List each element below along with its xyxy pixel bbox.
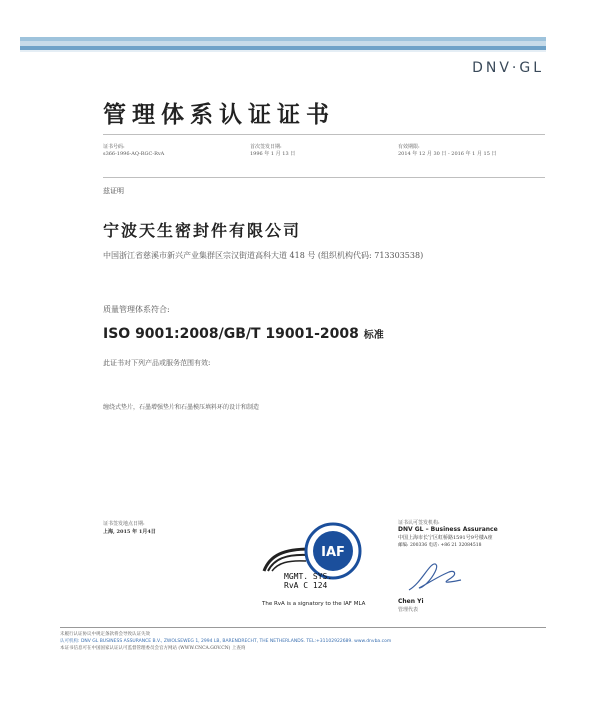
- scope-text: 缠绕式垫片，石墨增强垫片和石墨模压填料环的设计和制造: [103, 404, 260, 411]
- issue-label: 证书签发地点日期:: [103, 521, 145, 527]
- signer-role: 管理代表: [398, 607, 419, 613]
- scope-label: 此证书对下列产品或服务范围有效:: [103, 359, 211, 367]
- rva-accreditation-text: [284, 572, 332, 590]
- header-band: [20, 50, 546, 52]
- company-name: 宁波天生密封件有限公司: [103, 221, 302, 240]
- signer-name: Chen Yi: [398, 598, 424, 605]
- iaf-caption: The RvA is a signatory to the IAF MLA: [262, 601, 366, 607]
- cert-number-block: [103, 144, 164, 158]
- qms-label: 质量管理体系符合:: [103, 305, 170, 314]
- validity-block: [398, 144, 496, 158]
- cert-number-label: 证书号码:: [103, 144, 125, 150]
- first-issue-block: [250, 144, 295, 158]
- rva-line: RvA C 124: [284, 581, 328, 590]
- standard-name: [103, 326, 384, 342]
- certificate-title: 管理体系认证证书: [103, 101, 335, 128]
- hereby-text: 兹证明: [103, 187, 124, 195]
- iaf-logo-text: IAF: [321, 545, 345, 560]
- authority-name: DNV GL – Business Assurance: [398, 526, 498, 533]
- first-issue-label: 首次签发日期:: [250, 144, 282, 150]
- footer-divider: [60, 627, 546, 628]
- standard-code: ISO 9001:2008/GB/T 19001-2008: [103, 326, 359, 342]
- authority-address: 中国上海市长宁区虹桥路1591号9号楼A座: [398, 535, 493, 541]
- authority-label: 证书认可签发机构:: [398, 520, 440, 526]
- first-issue-date: 1996 年 1 月 13 日: [250, 151, 296, 157]
- footer-line: 未履行认证协议中规定条款将会导致认证失效: [60, 632, 150, 637]
- validity-dates: 2014 年 12 月 30 日 - 2016 年 1 月 15 日: [398, 151, 497, 157]
- standard-suffix: 标准: [363, 330, 384, 341]
- company-address: 中国浙江省慈溪市新兴产业集群区宗汉街道高科大道 418 号 (组织机构代码: 713303538): [103, 251, 424, 260]
- cert-number: s366-1996-AQ-RGC-RvA: [103, 151, 165, 157]
- rva-line: MGMT. SYS.: [284, 572, 333, 581]
- dnv-gl-logo: DNV·GL: [472, 60, 544, 76]
- divider: [103, 177, 545, 178]
- footer-line: 认可机构: DNV GL BUSINESS ASSURANCE B.V., ZWOLSEWEG 1, 2994 LB, BARENDRECHT, THE NETHERLANDS. TEL:+31102922689. www.dnvba.com: [60, 639, 392, 644]
- validity-label: 有效期限:: [398, 144, 420, 150]
- issue-place-date: 上海, 2015 年 1月4日: [103, 529, 156, 535]
- divider: [103, 134, 545, 135]
- footer-line: 本证书信息可在中国国家认证认可监督管理委员会官方网站 (WWW.CNCA.GOV.CN) 上查询: [60, 646, 246, 651]
- authority-tel: 邮编: 200336 电话: +86 21 32084518: [398, 543, 482, 548]
- signature-image: [405, 558, 465, 594]
